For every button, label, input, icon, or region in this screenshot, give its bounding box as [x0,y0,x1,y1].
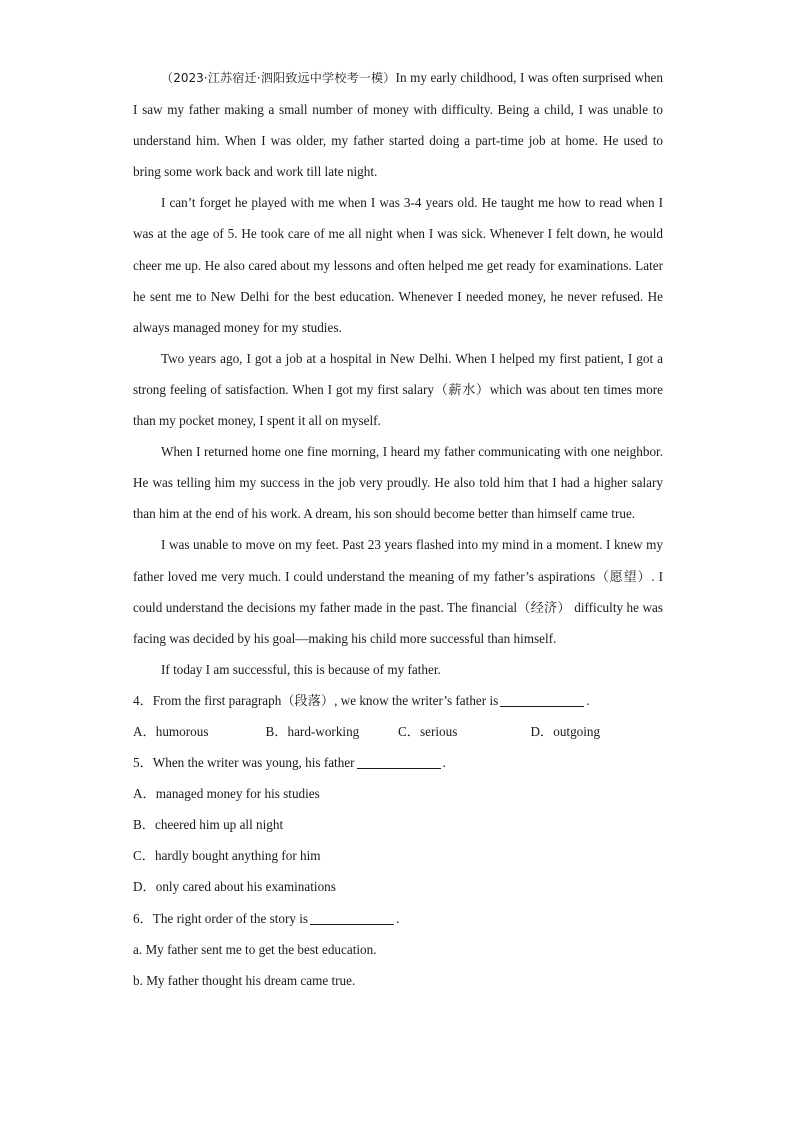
option-d[interactable] [133,871,663,902]
passage-paragraph-5: I was unable to move on my feet. Past 23 years flashed into my mind in a moment. I knew my father loved me very much. I could understand the meaning of my father’s aspirations（愿望）. I could understand the decisions my father made in the past. The financial（经济） difficulty he was facing was decided by his goal—making his child more successful than himself. [133,537,663,646]
answer-blank[interactable] [310,910,394,925]
option-letter: A． [133,786,156,802]
option-letter: B． [265,723,288,739]
option-letter: A． [133,723,156,739]
passage-paragraph-6: If today I am successful, this is because of my father. [161,661,441,677]
answer-blank[interactable] [500,692,584,707]
option-a[interactable] [133,716,266,747]
question-end: . [396,910,400,926]
option-text: managed money for his studies [155,786,320,802]
question-number: 5． [133,755,153,771]
question-number: 4． [133,692,153,708]
option-c[interactable] [398,716,531,747]
passage-paragraph-1 [133,62,663,187]
source-note: （2023·江苏宿迁·泗阳致远中学校考一模） [161,71,396,85]
question-end: . [586,692,590,708]
passage-paragraph-2: I can’t forget he played with me when I was 3-4 years old. He taught me how to read when I was at the age of 5. He took care of me all night when I was sick. Whenever I felt down, he would cheer me up. He also cared about my lessons and often helped me get ready for examinations. Later he sent me to New Delhi for the best education. Whenever I needed money, he never refused. He always managed money for my studies. [133,195,663,335]
option-text: only cared about his examinations [155,879,336,895]
option-d[interactable] [531,716,664,747]
option-c[interactable] [133,840,663,871]
question-5 [133,747,663,778]
option-text: humorous [155,723,209,739]
question-4-options [133,716,663,747]
option-letter: D． [530,723,554,739]
question-stem: From the first paragraph（段落）, we know the writer’s father is [152,692,499,708]
question-4 [133,685,663,716]
option-b[interactable] [133,809,663,840]
option-letter: C． [133,848,155,864]
passage-paragraph-3: Two years ago, I got a job at a hospital in New Delhi. When I helped my first patient, I got a strong feeling of satisfaction. When I got my first salary（薪水）which was about ten times more than my pocket money, I spent it all on myself. [133,350,663,429]
event-b: b. My father thought his dream came true. [133,972,356,988]
question-stem: The right order of the story is [152,910,309,926]
option-letter: C． [398,723,420,739]
option-text: hard-working [287,723,360,739]
option-a[interactable] [133,778,663,809]
question-stem: When the writer was young, his father [152,755,355,771]
question-end: . [442,755,446,771]
option-text: hardly bought anything for him [154,848,321,864]
paragraph-1-text: In my early childhood, I was often surprised when I saw my father making a small number of money with difficulty. Being a child, I was unable to understand him. When I was older, my father started doing a part-time job at home. He used to bring some work back and work till late night. [133,70,664,180]
passage-paragraph-4: When I returned home one fine morning, I heard my father communicating with one neighbor. He was telling him my success in the job very proudly. He also told him that I had a higher salary than him at the end of his work. A dream, his son should become better than himself came true. [133,444,663,522]
option-letter: D． [133,879,156,895]
option-text: cheered him up all night [154,817,284,833]
option-b[interactable] [266,716,399,747]
option-text: serious [419,723,458,739]
option-letter: B． [133,817,155,833]
question-6 [133,903,663,934]
question-number: 6． [133,910,153,926]
option-text: outgoing [553,723,601,739]
document-page [133,62,663,996]
event-a: a. My father sent me to get the best education. [133,941,377,957]
answer-blank[interactable] [357,754,441,769]
